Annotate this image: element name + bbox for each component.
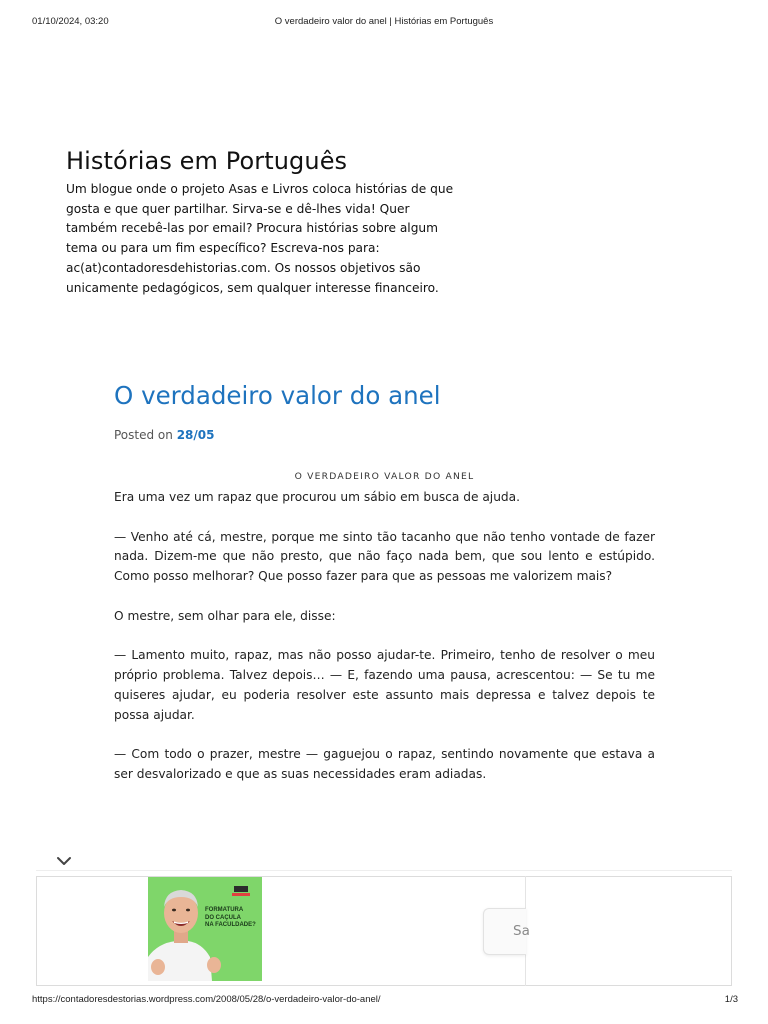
ad-side-button-label-wrap — [483, 908, 530, 955]
chevron-down-icon[interactable] — [55, 854, 73, 868]
print-datetime: 01/10/2024, 03:20 — [32, 16, 109, 27]
post-date-link[interactable]: 28/05 — [176, 428, 215, 442]
ad-image[interactable] — [148, 877, 262, 981]
print-page-number: 1/3 — [724, 994, 738, 1005]
print-page-title: O verdadeiro valor do anel | Histórias em Português — [274, 16, 494, 27]
print-header — [0, 16, 768, 30]
post-paragraph: — Com todo o prazer, mestre — gaguejou o rapaz, sentindo novamente que estava a ser desvalorizado e que as suas necessidades eram adiadas. — [114, 747, 655, 782]
ad-inner-frame — [36, 876, 526, 986]
post-heading: O VERDADEIRO VALOR DO ANEL — [294, 471, 475, 482]
ad-divider — [36, 870, 732, 871]
print-footer — [0, 994, 768, 1008]
post-paragraph: — Lamento muito, rapaz, mas não posso ajudar-te. Primeiro, tenho de resolver o meu próprio problema. Talvez depois… — E, fazendo uma pausa, acrescentou: — Se tu me quiseres ajudar, eu poderia resolver este assunto mais depressa e talvez depois te possa ajudar. — [114, 648, 655, 722]
site-title[interactable]: Histórias em Português — [66, 147, 348, 175]
ad-headline — [205, 907, 256, 930]
ad-headline-line: FORMATURA — [205, 907, 244, 913]
post-paragraph: Era uma vez um rapaz que procurou um sábio em busca de ajuda. — [114, 490, 520, 504]
post-paragraph: O mestre, sem olhar para ele, disse: — [114, 608, 336, 623]
post-meta-prefix: Posted on — [114, 428, 173, 442]
post-body — [114, 488, 655, 805]
ad-headline-line: DO CAÇULA — [205, 914, 241, 921]
site-description: Um blogue onde o projeto Asas e Livros coloca histórias de que gosta e que quer partilhar. Sirva-se e dê-lhes vida! Quer também recebê-las por email? Procura histórias sobre algum tema ou para um fim específico? Escreva-nos para: ac(at)contadoresdehistorias.com. Os nossos objetivos são unicamente pedagógicos, sem qualquer interesse financeiro. — [66, 182, 454, 295]
post-paragraph: — Venho até cá, mestre, porque me sinto tão tacanho que não tenho vontade de fazer nada. Dizem-me que não presto, que não faço nada bem, que sou lento e estúpido. Como posso melhorar? Que posso fazer para que as pessoas me valorizem mais? — [114, 529, 655, 584]
ad-brand-logo — [234, 886, 248, 892]
ad-side-button-label: Sa — [513, 923, 530, 939]
ad-headline-line: NA FACULDADE? — [205, 922, 256, 928]
post-title[interactable]: O verdadeiro valor do anel — [114, 381, 441, 410]
post-meta — [114, 428, 214, 442]
ad-brand-logo-accent — [232, 893, 250, 896]
print-url: https://contadoresdestorias.wordpress.com/2008/05/28/o-verdadeiro-valor-do-anel/ — [32, 994, 381, 1005]
